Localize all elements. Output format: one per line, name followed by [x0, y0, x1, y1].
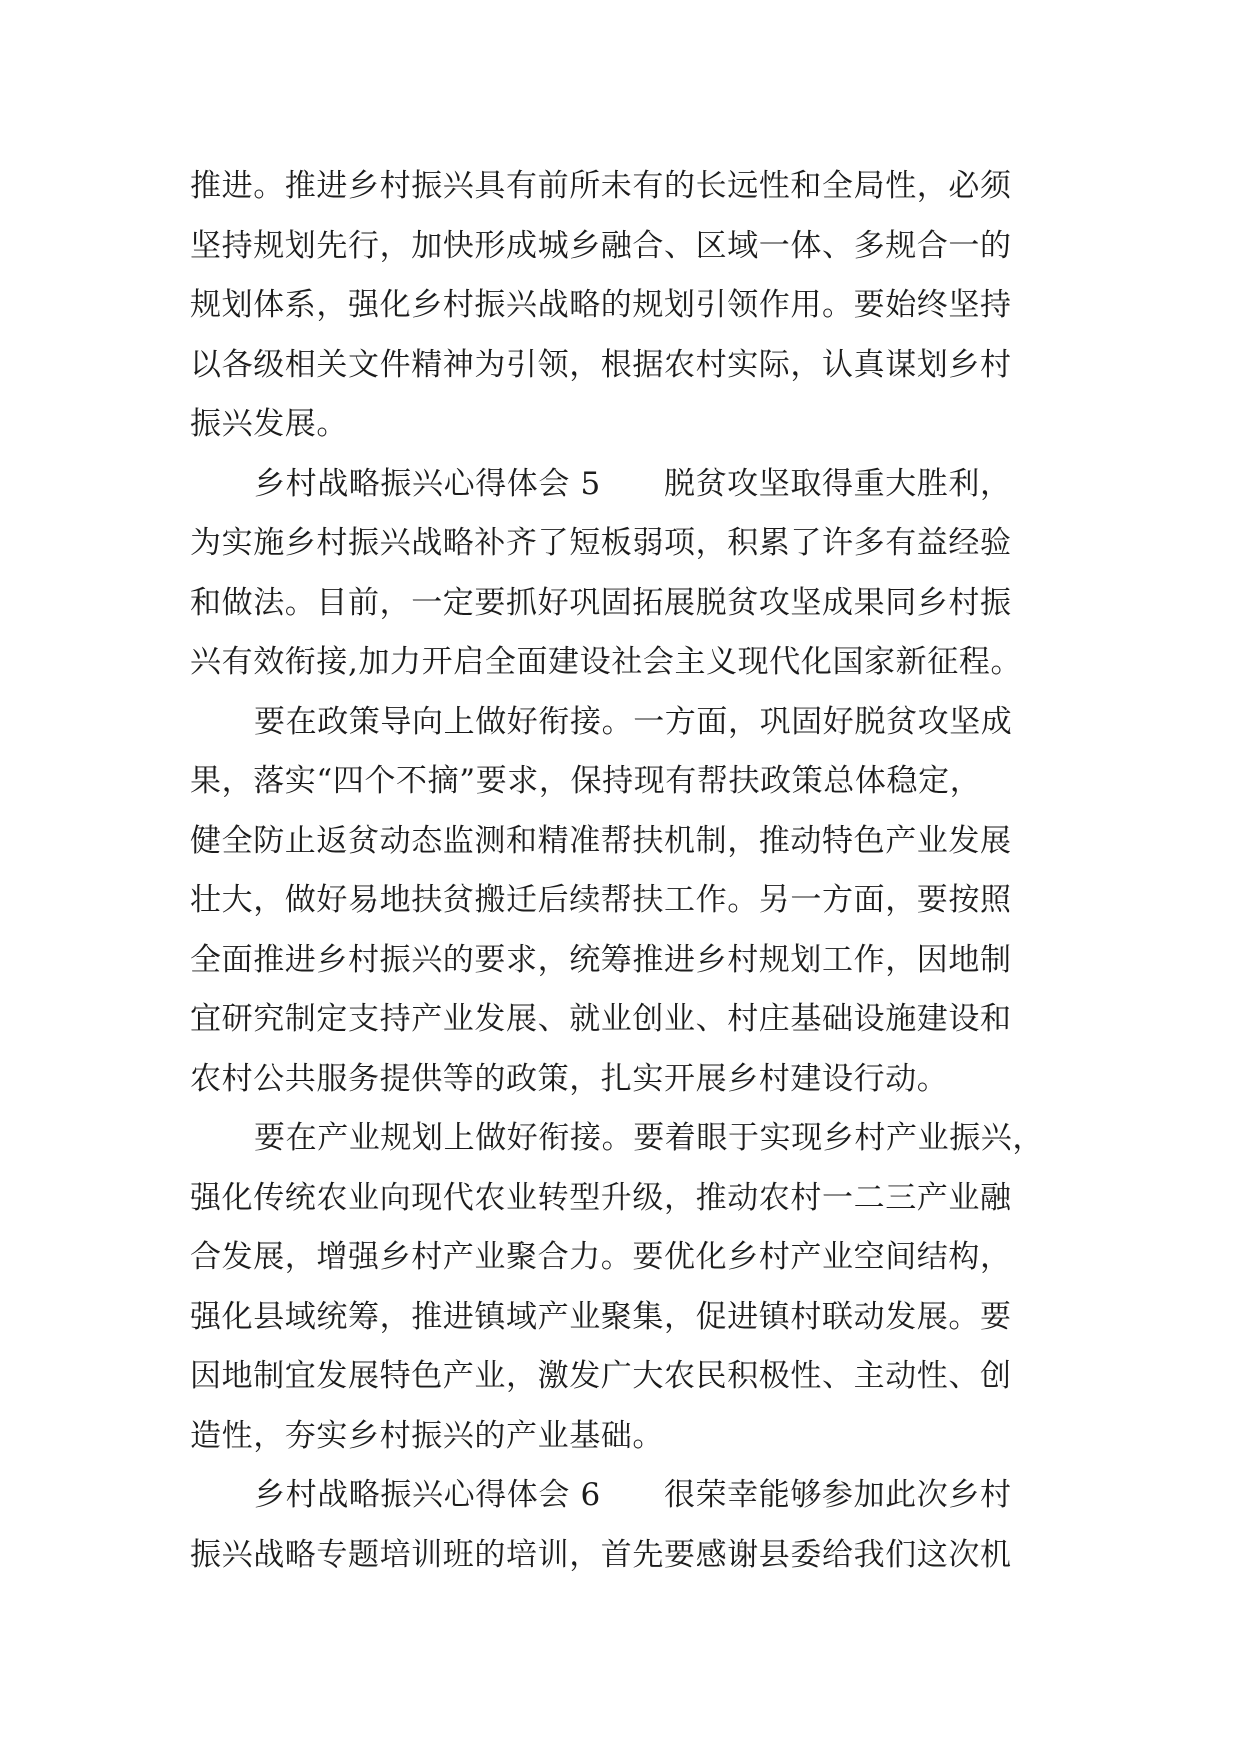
text-line: 宜研究制定支持产业发展、就业创业、村庄基础设施建设和	[190, 1001, 1012, 1037]
text-line: 农村公共服务提供等的政策，扎实开展乡村建设行动。	[190, 1060, 949, 1097]
section-heading-line: 乡村战略振兴心得体会 5 脱贫攻坚取得重大胜利，	[254, 465, 1012, 502]
text-line: 因地制宜发展特色产业，激发广大农民积极性、主动性、创	[190, 1358, 1012, 1394]
text-line: 健全防止返贫动态监测和精准帮扶机制，推动特色产业发展	[190, 822, 1012, 859]
text-line: 和做法。目前，一定要抓好巩固拓展脱贫攻坚成果同乡村振	[190, 584, 1012, 621]
paragraph-start-line: 要在产业规划上做好衔接。要着眼于实现乡村产业振兴，	[254, 1120, 1044, 1156]
text-line: 以各级相关文件精神为引领，根据农村实际，认真谋划乡村	[190, 346, 1012, 383]
text-line: 为实施乡村振兴战略补齐了短板弱项，积累了许多有益经验	[190, 525, 1012, 561]
text-line: 全面推进乡村振兴的要求，统筹推进乡村规划工作，因地制	[190, 941, 1012, 978]
text-line: 合发展，增强乡村产业聚合力。要优化乡村产业空间结构，	[190, 1239, 1012, 1275]
text-line: 强化传统农业向现代农业转型升级，推动农村一二三产业融	[190, 1179, 1012, 1216]
text-line: 坚持规划先行，加快形成城乡融合、区域一体、多规合一的	[190, 227, 1012, 264]
text-line: 振兴发展。	[190, 406, 348, 442]
text-line: 果，落实“四个不摘”要求，保持现有帮扶政策总体稳定，	[190, 763, 982, 799]
text-line: 振兴战略专题培训班的培训，首先要感谢县委给我们这次机	[190, 1536, 1012, 1573]
paragraph-start-line: 要在政策导向上做好衔接。一方面，巩固好脱贫攻坚成	[254, 703, 1013, 740]
text-line: 兴有效衔接,加力开启全面建设社会主义现代化国家新征程。	[190, 644, 1023, 680]
text-line: 壮大，做好易地扶贫搬迁后续帮扶工作。另一方面，要按照	[190, 882, 1012, 918]
text-line: 规划体系，强化乡村振兴战略的规划引领作用。要始终坚持	[190, 287, 1012, 323]
text-line: 强化县域统筹，推进镇域产业聚集，促进镇村联动发展。要	[190, 1298, 1012, 1335]
text-line: 造性，夯实乡村振兴的产业基础。	[190, 1417, 664, 1454]
text-line: 推进。推进乡村振兴具有前所未有的长远性和全局性，必须	[190, 168, 1012, 204]
document-body	[190, 157, 1052, 1585]
section-heading-line: 乡村战略振兴心得体会 6 很荣幸能够参加此次乡村	[254, 1477, 1012, 1513]
